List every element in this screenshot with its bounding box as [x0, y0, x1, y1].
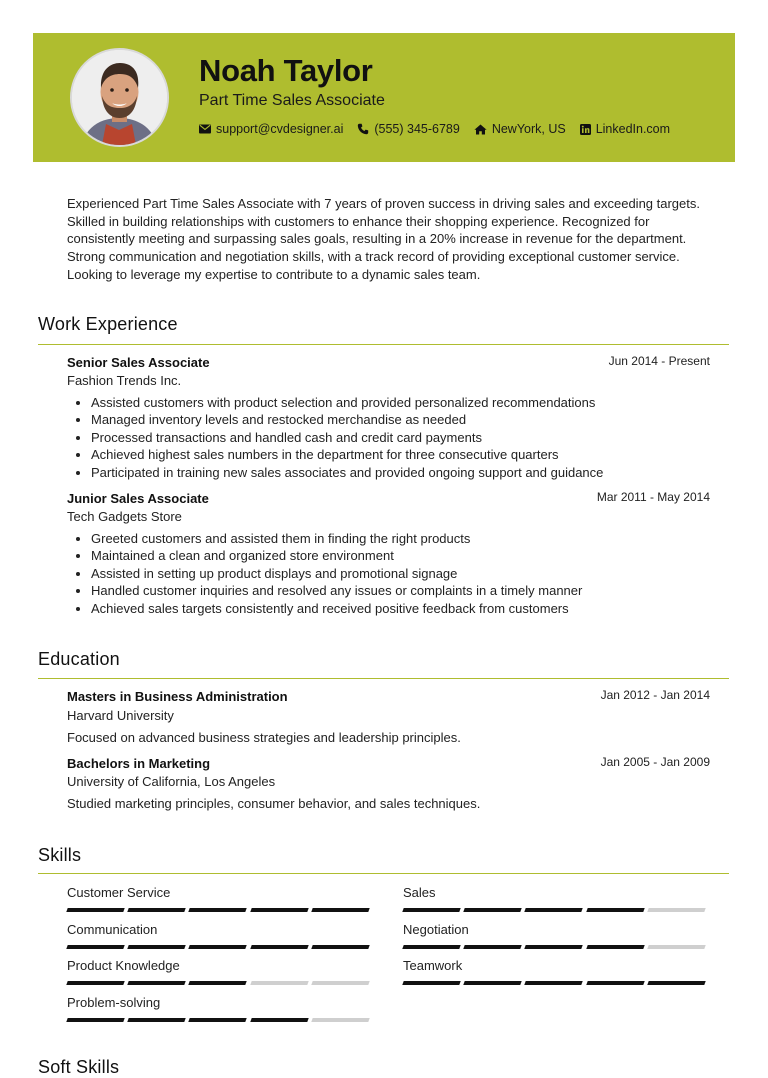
section-divider — [38, 344, 729, 345]
skill-level-bar — [67, 981, 373, 985]
list-item: • Greeted customers and assisted them in finding the right products — [91, 530, 582, 547]
list-item: • Assisted in setting up product displays and promotional signage — [91, 565, 582, 582]
skill-level-segment-filled — [586, 981, 645, 985]
job-bullet-list — [67, 530, 582, 617]
skill-level-segment-filled — [66, 908, 125, 912]
skill-item — [67, 995, 373, 1022]
skill-level-segment-filled — [189, 945, 248, 949]
list-item: • Maintained a clean and organized store environment — [91, 547, 582, 564]
resume-header — [33, 33, 735, 162]
skill-name: Product Knowledge — [67, 958, 180, 973]
section-divider — [38, 678, 729, 679]
contact-email-text: support@cvdesigner.ai — [216, 122, 344, 136]
skill-name: Communication — [67, 921, 158, 937]
contact-email[interactable] — [199, 122, 343, 136]
skill-level-segment-filled — [66, 1018, 125, 1022]
skill-level-segment-filled — [189, 908, 248, 912]
list-item: • Assisted customers with product selection and provided personalized recommendations — [91, 394, 603, 411]
skill-level-segment-filled — [66, 945, 125, 949]
degree-title: Masters in Business Administration — [67, 689, 288, 704]
envelope-icon — [199, 124, 211, 134]
skill-name: Teamwork — [403, 958, 463, 973]
contact-location-text: NewYork, US — [491, 122, 566, 136]
skill-item — [403, 922, 709, 949]
skill-level-segment-filled — [463, 945, 522, 949]
list-item: • Achieved highest sales numbers in the department for three consecutive quarters — [91, 446, 603, 463]
avatar-portrait-icon — [72, 50, 167, 145]
contact-location — [474, 122, 566, 136]
list-item: • Handled customer inquiries and resolved any issues or complaints in a timely manner — [91, 582, 582, 599]
skill-level-segment-filled — [250, 1018, 309, 1022]
skill-level-segment-empty — [647, 945, 706, 949]
home-icon — [474, 124, 487, 135]
skill-level-segment-filled — [525, 945, 584, 949]
skill-level-segment-filled — [525, 981, 584, 985]
section-title-soft-skills: Soft Skills — [38, 1057, 120, 1077]
list-item: • Managed inventory levels and restocked merchandise as needed — [91, 411, 603, 428]
job-company: Fashion Trends Inc. — [67, 373, 182, 388]
skill-item — [403, 958, 709, 985]
education-date: Jan 2012 - Jan 2014 — [600, 688, 710, 702]
education-description: Studied marketing principles, consumer behavior, and sales techniques. — [67, 796, 481, 811]
skill-level-segment-empty — [647, 908, 706, 912]
job-date: Mar 2011 - May 2014 — [596, 490, 710, 504]
skill-level-segment-filled — [189, 981, 248, 985]
degree-title: Bachelors in Marketing — [67, 756, 211, 771]
candidate-name: Noah Taylor — [199, 53, 373, 88]
job-company: Tech Gadgets Store — [67, 509, 182, 524]
skill-level-segment-filled — [402, 908, 461, 912]
list-item: • Achieved sales targets consistently and received positive feedback from customers — [91, 600, 582, 617]
skill-level-bar — [67, 945, 373, 949]
job-title: Senior Sales Associate — [67, 355, 210, 370]
section-title-skills: Skills — [38, 845, 82, 865]
job-date: Jun 2014 - Present — [608, 354, 710, 368]
school-name: University of California, Los Angeles — [67, 774, 276, 789]
skill-item — [67, 885, 373, 912]
skill-level-segment-filled — [311, 945, 370, 949]
skill-name: Negotiation — [403, 921, 469, 937]
skill-name: Sales — [403, 885, 436, 900]
skill-level-segment-filled — [463, 908, 522, 912]
list-item: • Processed transactions and handled cash and credit card payments — [91, 429, 603, 446]
skill-level-segment-filled — [127, 908, 186, 912]
skill-level-segment-filled — [250, 908, 309, 912]
education-description: Focused on advanced business strategies and leadership principles. — [67, 730, 461, 745]
contact-linkedin[interactable] — [580, 122, 670, 136]
contact-list — [199, 122, 684, 136]
skill-level-segment-filled — [250, 945, 309, 949]
skill-level-segment-filled — [189, 1018, 248, 1022]
contact-phone-text: (555) 345-6789 — [374, 122, 460, 136]
skill-level-segment-filled — [127, 1018, 186, 1022]
job-bullet-list — [67, 394, 603, 481]
phone-icon — [357, 123, 369, 135]
skill-item — [67, 922, 373, 949]
skill-level-segment-filled — [127, 945, 186, 949]
skill-level-bar — [403, 908, 709, 912]
section-title-work: Work Experience — [38, 314, 178, 334]
skill-level-bar — [67, 908, 373, 912]
skill-level-segment-filled — [647, 981, 706, 985]
skill-level-segment-filled — [127, 981, 186, 985]
skill-level-segment-empty — [250, 981, 309, 985]
skill-level-segment-filled — [66, 981, 125, 985]
skill-level-segment-filled — [402, 981, 461, 985]
contact-linkedin-text: LinkedIn.com — [595, 122, 671, 136]
skill-level-segment-filled — [525, 908, 584, 912]
skill-level-segment-filled — [402, 945, 461, 949]
job-title: Junior Sales Associate — [67, 491, 209, 506]
skill-level-segment-empty — [311, 981, 370, 985]
skill-name: Customer Service — [67, 885, 171, 900]
profile-summary: Experienced Part Time Sales Associate with 7 years of proven success in driving sales and exceeding targets. Skilled in building relationships with customers to enhance their shopping experience. Recognized for consistently meeting and surpassing sales goals, resulting in a 20% increase in revenue for the department. Strong communication and negotiation skills, with a track record of providing exceptional customer service. Looking to leverage my expertise to contribute to a dynamic sales team. — [67, 196, 700, 282]
education-date: Jan 2005 - Jan 2009 — [600, 755, 710, 769]
skill-level-segment-filled — [586, 908, 645, 912]
skill-item — [67, 958, 373, 985]
profile-photo — [70, 48, 169, 147]
candidate-role: Part Time Sales Associate — [199, 92, 385, 109]
skill-level-bar — [403, 945, 709, 949]
skill-level-segment-filled — [463, 981, 522, 985]
skill-name: Problem-solving — [67, 994, 161, 1010]
skill-level-bar — [67, 1018, 373, 1022]
skill-level-segment-filled — [311, 908, 370, 912]
linkedin-icon — [580, 124, 591, 135]
school-name: Harvard University — [67, 708, 174, 723]
skill-level-segment-empty — [311, 1018, 370, 1022]
skill-item — [403, 885, 709, 912]
skill-level-segment-filled — [586, 945, 645, 949]
section-title-education: Education — [38, 649, 120, 669]
list-item: • Participated in training new sales associates and provided ongoing support and guidance — [91, 464, 603, 481]
section-divider — [38, 873, 729, 874]
contact-phone[interactable] — [357, 122, 459, 136]
skill-level-bar — [403, 981, 709, 985]
